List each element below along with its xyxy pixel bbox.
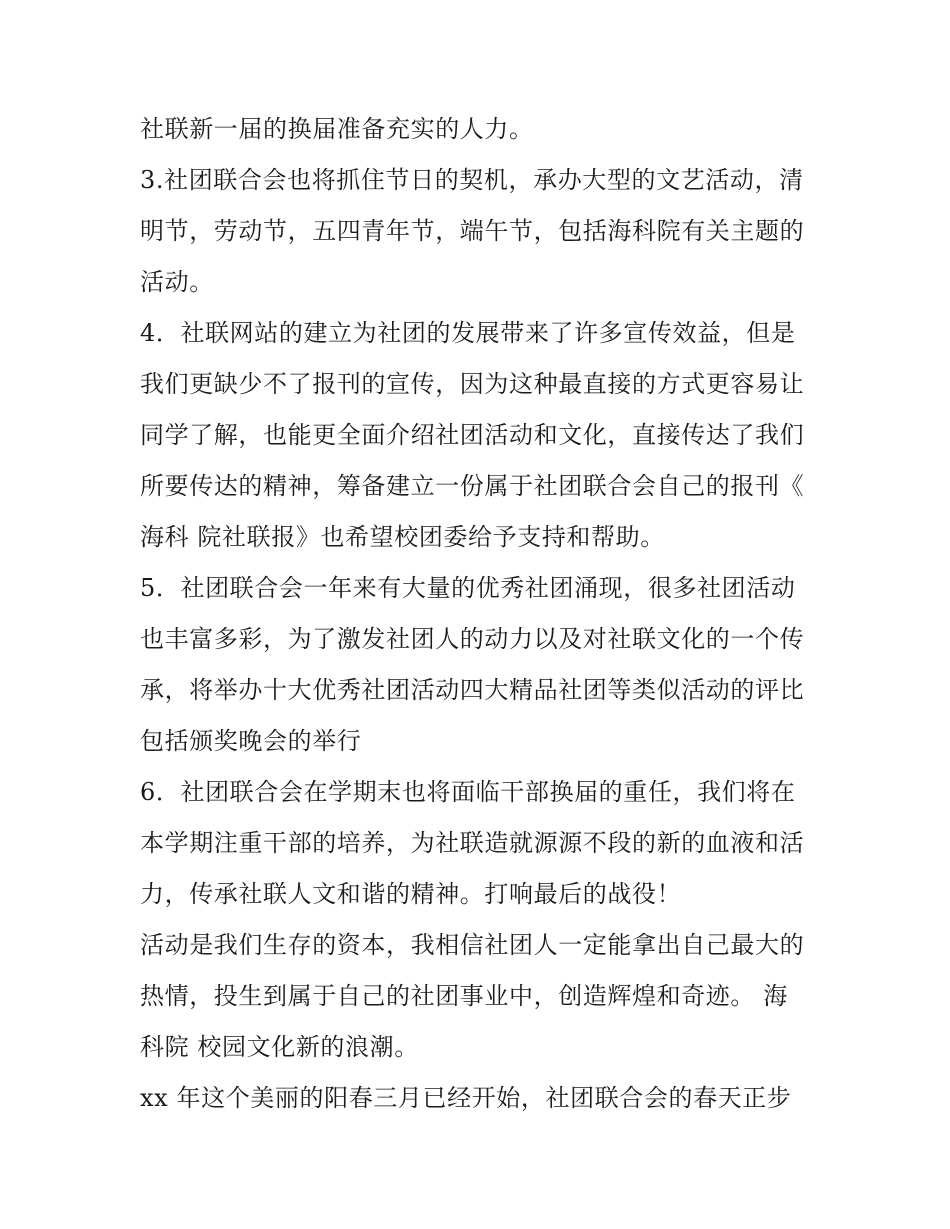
text-line: 包括颁奖晚会的举行	[140, 727, 362, 755]
text-line: 同学了解，也能更全面介绍社团活动和文化，直接传达了我们	[140, 421, 805, 449]
text-line: 热情，投生到属于自己的社团事业中，创造辉煌和奇迹。 海	[140, 982, 788, 1010]
text-line: 力，传承社联人文和谐的精神。打响最后的战役！	[140, 880, 682, 908]
text-line: 科院 校园文化新的浪潮。	[140, 1033, 419, 1061]
text-line: 活动是我们生存的资本，我相信社团人一定能拿出自己最大的	[140, 931, 805, 959]
text-line: xx 年这个美丽的阳春三月已经开始，社团联合会的春天正步	[140, 1084, 792, 1112]
text-line: 承，将举办十大优秀社团活动四大精品社团等类似活动的评比	[140, 676, 805, 704]
text-line: 本学期注重干部的培养，为社联造就源源不段的新的血液和活	[140, 829, 805, 857]
text-line: 6．社团联合会在学期末也将面临干部换届的重任，我们将在	[140, 778, 796, 806]
text-line: 活动。	[140, 268, 214, 296]
text-line: 所要传达的精神，筹备建立一份属于社团联合会自己的报刊《	[140, 472, 805, 500]
text-line: 5．社团联合会一年来有大量的优秀社团涌现，很多社团活动	[140, 574, 796, 602]
text-line: 社联新一届的换届准备充实的人力。	[140, 115, 534, 143]
text-line: 也丰富多彩，为了激发社团人的动力以及对社联文化的一个传	[140, 625, 805, 653]
text-line: 明节，劳动节，五四青年节，端午节，包括海科院有关主题的	[140, 217, 805, 245]
text-line: 我们更缺少不了报刊的宣传，因为这种最直接的方式更容易让	[140, 370, 805, 398]
document-body	[140, 104, 820, 1124]
text-line: 3.社团联合会也将抓住节日的契机，承办大型的文艺活动，清	[140, 166, 804, 194]
text-line: 4．社联网站的建立为社团的发展带来了许多宣传效益，但是	[140, 319, 796, 347]
text-line: 海科 院社联报》也希望校团委给予支持和帮助。	[140, 523, 665, 551]
